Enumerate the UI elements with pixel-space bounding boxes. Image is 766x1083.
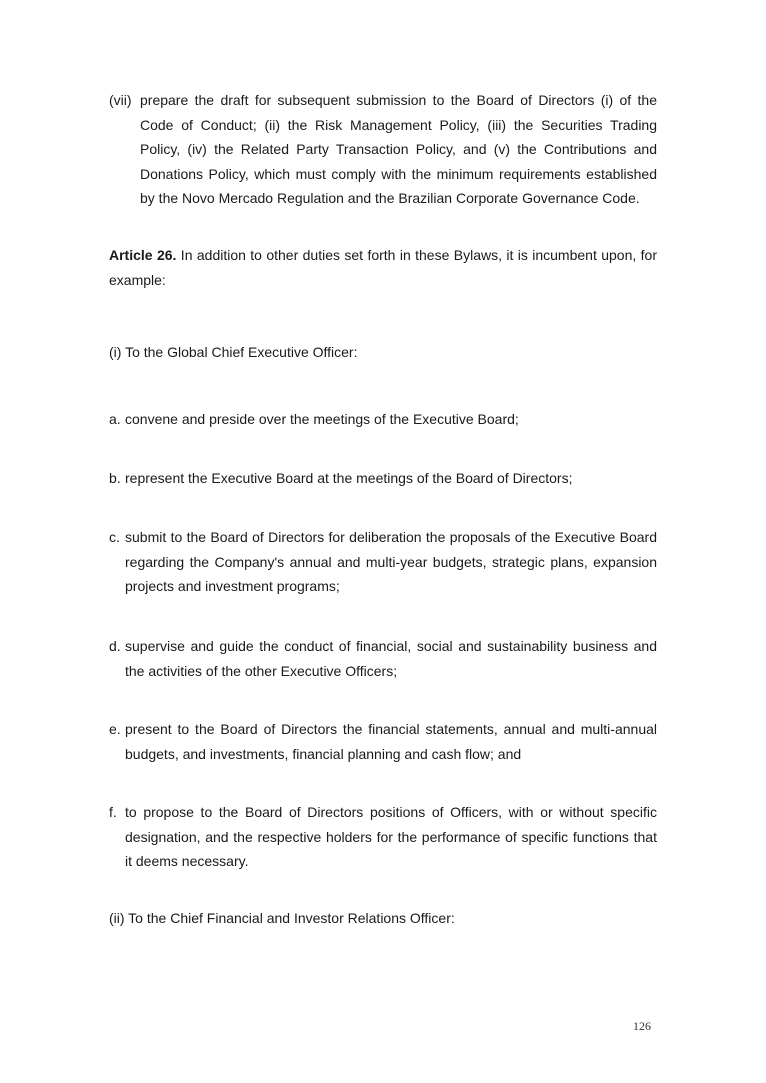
item-marker: e.	[109, 721, 121, 737]
item-marker: d.	[109, 638, 121, 654]
item-text: prepare the draft for subsequent submission to the Board of Directors (i) of the Code of Conduct; (ii) the Risk Management Policy, (iii) the Securities Trading Policy, (iv) the Related Party Transaction Policy, and (v) the Contributions and Donations Policy, which must comply with the minimum requirements established by the Novo Mercado Regulation and the Brazilian Corporate Governance Code.	[140, 92, 657, 206]
item-text: to propose to the Board of Directors positions of Officers, with or without specific designation, and the respective holders for the performance of specific functions that it deems necessary.	[125, 804, 657, 869]
section-heading-ii: (ii) To the Chief Financial and Investor Relations Officer:	[109, 910, 455, 926]
item-text: supervise and guide the conduct of financial, social and sustainability business and the activities of the other Executive Officers;	[125, 638, 657, 679]
page-number: 126	[633, 1019, 651, 1033]
item-marker: c.	[109, 529, 120, 545]
section-heading-i: (i) To the Global Chief Executive Officer:	[109, 344, 358, 360]
item-marker: a.	[109, 411, 121, 427]
item-marker: (vii)	[109, 92, 132, 108]
article-heading: Article 26.	[109, 247, 177, 263]
item-text: represent the Executive Board at the meetings of the Board of Directors;	[125, 470, 573, 486]
item-marker: b.	[109, 470, 121, 486]
item-text: submit to the Board of Directors for deliberation the proposals of the Executive Board regarding the Company's annual and multi-year budgets, strategic plans, expansion projects and investment programs;	[125, 529, 657, 594]
item-text: convene and preside over the meetings of the Executive Board;	[125, 411, 519, 427]
article-text: In addition to other duties set forth in these Bylaws, it is incumbent upon, for example:	[109, 247, 657, 288]
item-marker: f.	[109, 804, 117, 820]
item-text: present to the Board of Directors the financial statements, annual and multi-annual budgets, and investments, financial planning and cash flow; and	[125, 721, 657, 762]
article-paragraph	[109, 243, 657, 292]
